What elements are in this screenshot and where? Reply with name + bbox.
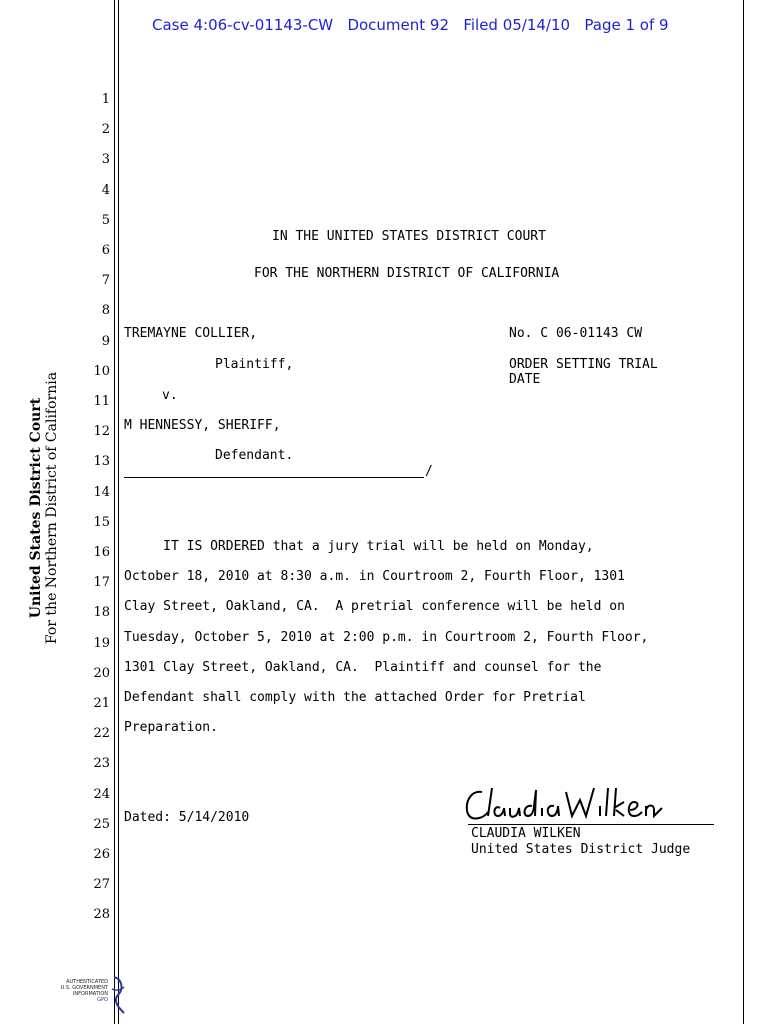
body-line: October 18, 2010 at 8:30 a.m. in Courtroom 2, Fourth Floor, 1301: [124, 569, 625, 585]
line-number: 1: [101, 92, 110, 107]
line-number: 16: [93, 545, 110, 560]
order-title-line1: ORDER SETTING TRIAL: [509, 357, 658, 372]
caption-underline: [124, 477, 424, 478]
judge-name: CLAUDIA WILKEN: [471, 826, 581, 841]
court-title-line2: FOR THE NORTHERN DISTRICT OF CALIFORNIA: [254, 266, 560, 281]
caption-slash: /: [425, 464, 433, 479]
line-number: 23: [93, 756, 110, 772]
line-number: 21: [93, 696, 110, 711]
body-line: Preparation.: [124, 720, 218, 736]
line-number: 6: [101, 243, 110, 258]
court-side-label: [28, 372, 60, 644]
line-number: 11: [93, 394, 110, 409]
court-title-line1: IN THE UNITED STATES DISTRICT COURT: [272, 229, 546, 244]
order-title-line2: DATE: [509, 372, 541, 387]
line-number: 2: [101, 122, 110, 138]
line-number: 14: [93, 484, 110, 500]
body-line: Defendant shall comply with the attached Order for Pretrial: [124, 690, 586, 705]
gpo-eagle-icon: [108, 975, 128, 1015]
line-number: 9: [101, 333, 110, 349]
body-line: IT IS ORDERED that a jury trial will be held on Monday,: [124, 539, 594, 554]
margin-line-left-1: [114, 0, 115, 1024]
line-number: 25: [93, 816, 110, 832]
line-number: 3: [101, 152, 110, 168]
line-number: 4: [101, 182, 110, 198]
body-line: Tuesday, October 5, 2010 at 2:00 p.m. in Courtroom 2, Fourth Floor,: [124, 629, 649, 645]
margin-line-left-2: [118, 0, 119, 1024]
side-label-district: For the Northern District of California: [44, 371, 60, 645]
line-number: 26: [93, 847, 110, 862]
versus-text: v.: [162, 388, 178, 403]
case-number: No. C 06-01143 CW: [509, 326, 643, 341]
line-number: 19: [93, 635, 110, 651]
plaintiff-role: Plaintiff,: [215, 357, 294, 372]
seal-line1: AUTHENTICATED: [66, 979, 108, 985]
seal-line2: U.S. GOVERNMENT: [60, 985, 108, 991]
defendant-name: M HENNESSY, SHERIFF,: [124, 418, 281, 433]
seal-text: [40, 979, 108, 1003]
body-line: 1301 Clay Street, Oakland, CA. Plaintiff and counsel for the: [124, 659, 602, 675]
line-number: 15: [93, 514, 110, 530]
line-number: 20: [93, 665, 110, 681]
seal-line3: INFORMATION: [72, 991, 108, 997]
line-number: 27: [93, 877, 110, 893]
line-number: 28: [93, 907, 110, 923]
side-label-court: United States District Court: [28, 397, 44, 619]
dated-line: Dated: 5/14/2010: [124, 810, 250, 825]
line-number: 18: [93, 605, 110, 621]
line-number: 13: [93, 454, 110, 470]
line-number: 12: [93, 424, 110, 440]
judge-signature: [462, 782, 672, 826]
line-number: 24: [93, 786, 110, 802]
margin-line-right: [743, 0, 744, 1024]
judge-title: United States District Judge: [471, 842, 691, 857]
line-number: 10: [93, 363, 110, 379]
body-line: Clay Street, Oakland, CA. A pretrial conference will be held on: [124, 599, 625, 615]
line-number: 22: [93, 726, 110, 742]
line-number: 5: [101, 212, 110, 228]
defendant-role: Defendant.: [215, 448, 294, 463]
line-number: 7: [101, 273, 110, 289]
seal-line4: GPO: [97, 997, 108, 1003]
signature-line: [468, 824, 714, 825]
plaintiff-name: TREMAYNE COLLIER,: [124, 326, 258, 341]
line-number: 8: [101, 303, 110, 319]
gpo-authentication-seal: [40, 975, 130, 1015]
line-number: 17: [93, 575, 110, 591]
case-header: Case 4:06-cv-01143-CW Document 92 Filed 05/14/10 Page 1 of 9: [152, 16, 669, 34]
